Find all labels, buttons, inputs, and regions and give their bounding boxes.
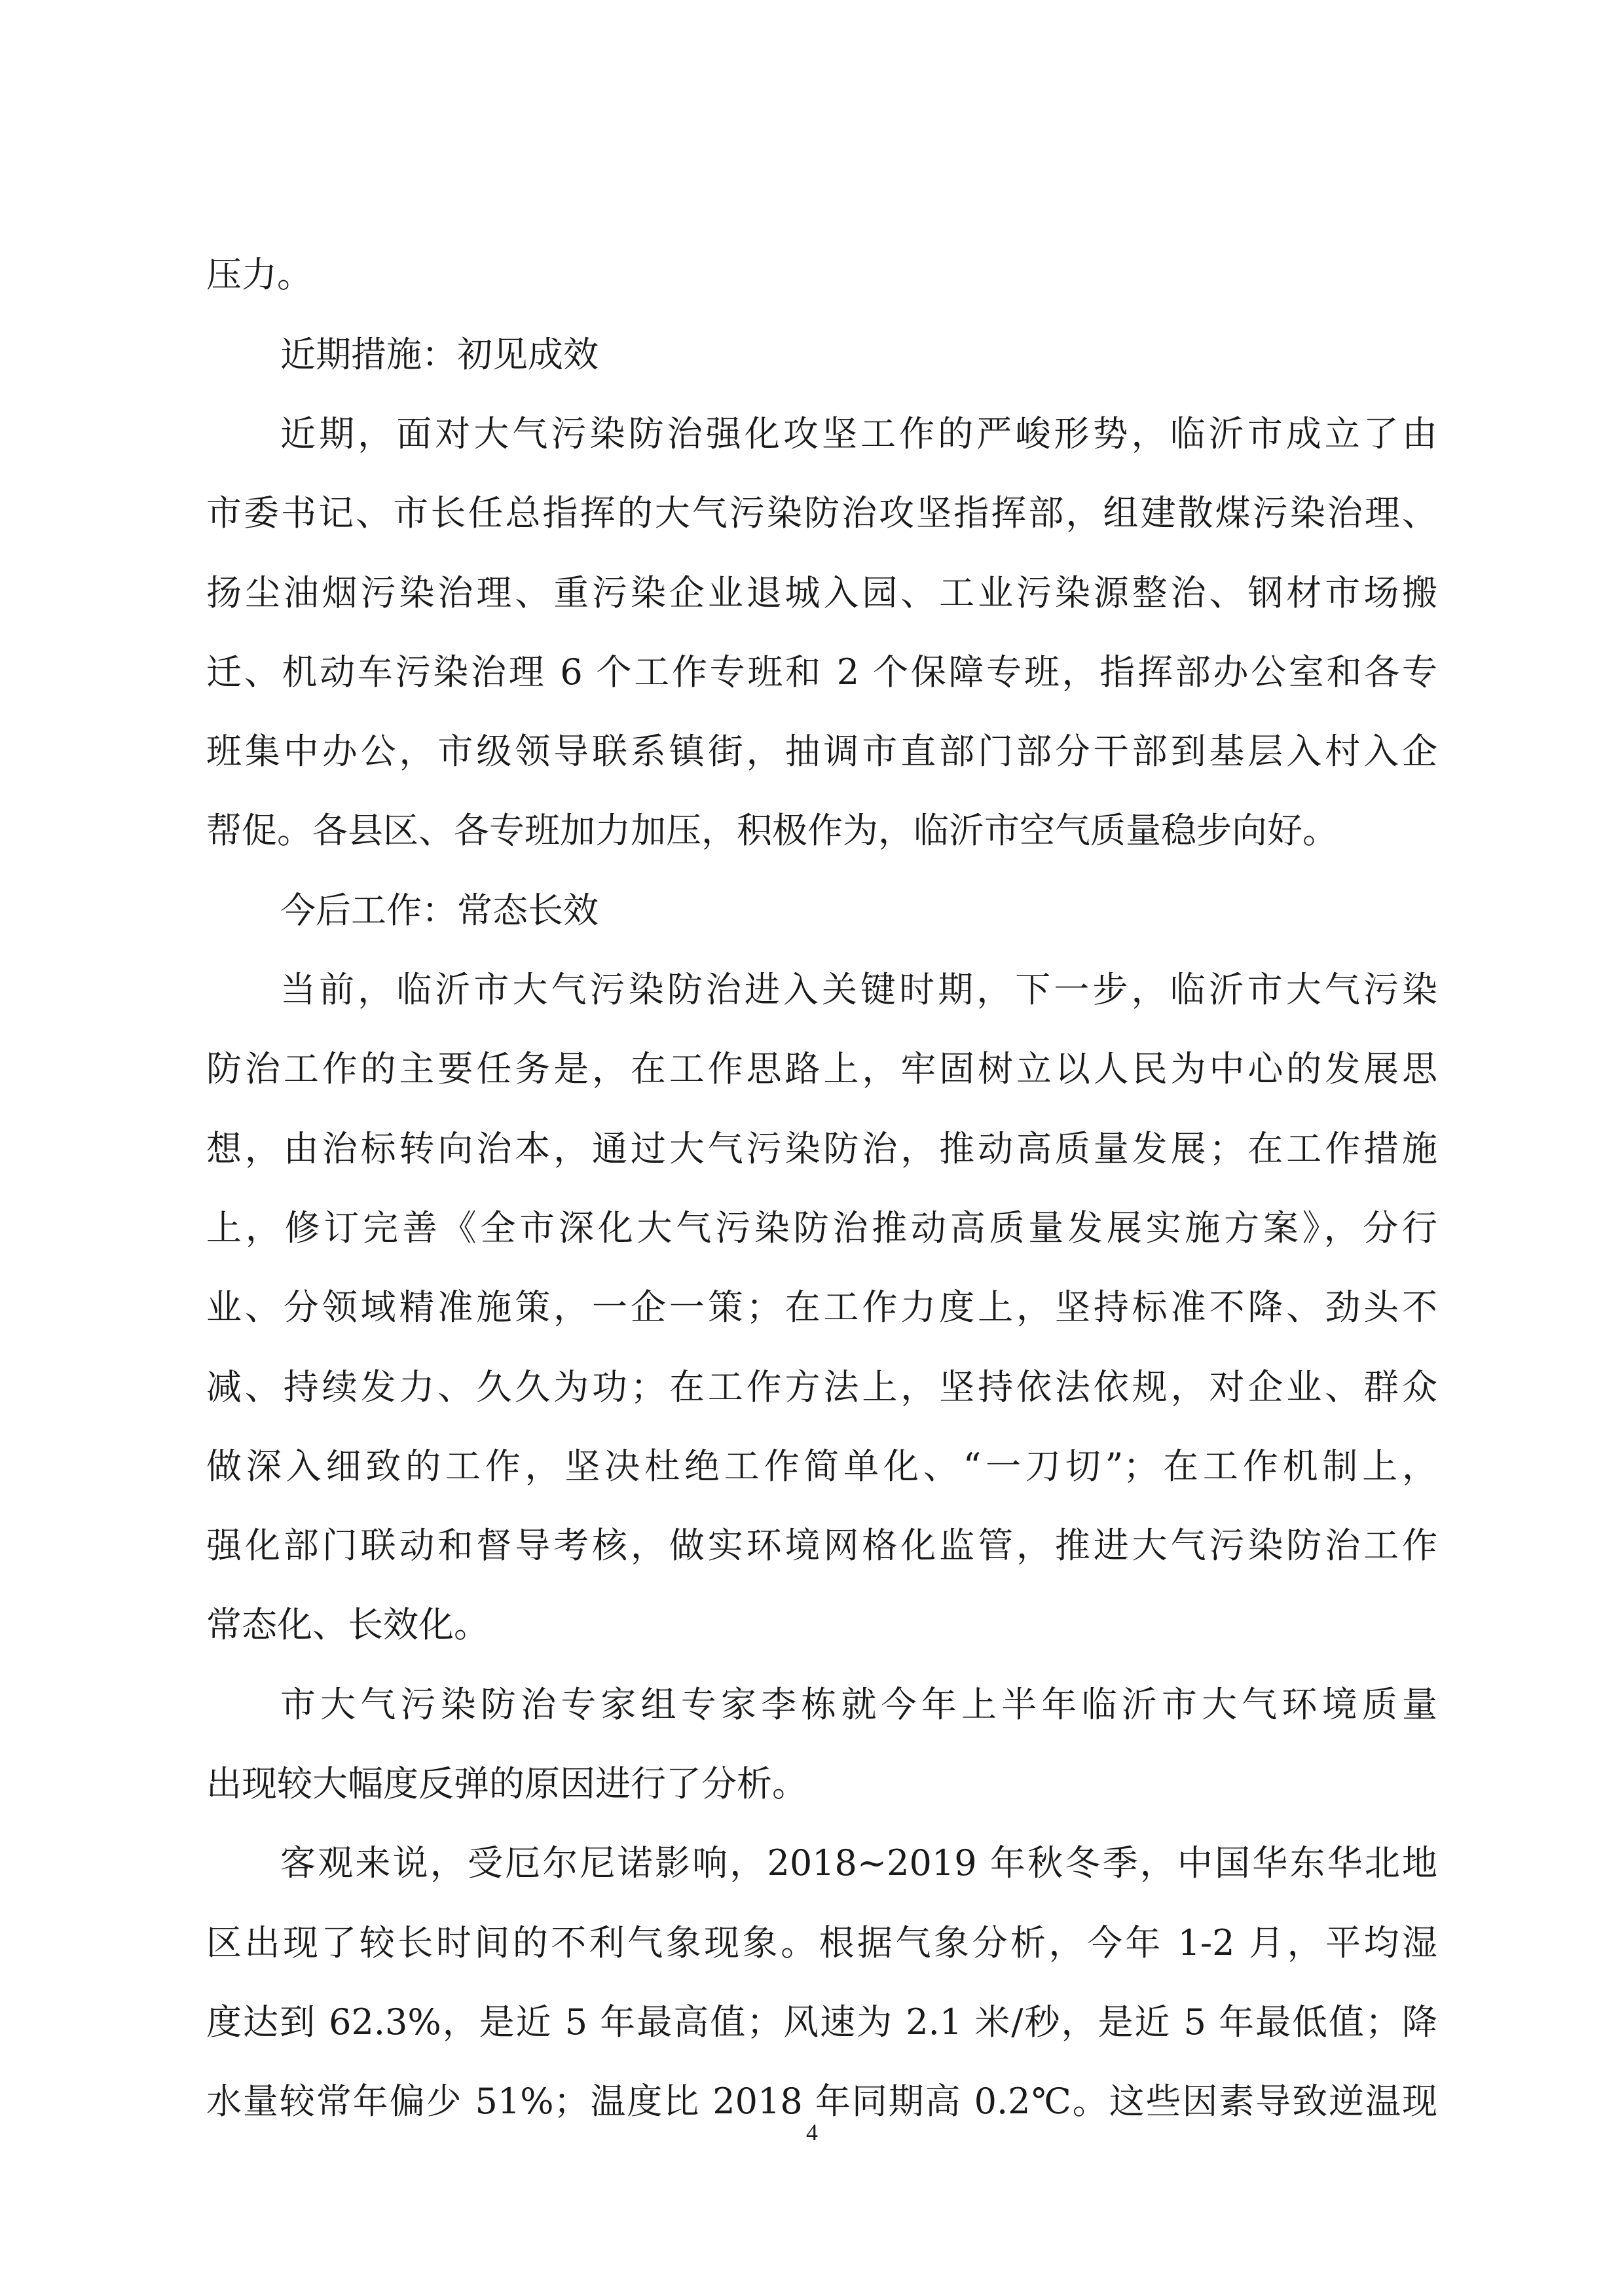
body-text-line: 市委书记、市长任总指挥的大气污染防治攻坚指挥部，组建散煤污染治理、 [206,492,1437,534]
body-text-line: 近期，面对大气污染防治强化攻坚工作的严峻形势，临沂市成立了由 [280,413,1437,454]
body-text-line: 强化部门联动和督导考核，做实环境网格化监管，推进大气污染防治工作 [206,1525,1437,1566]
body-text-line: 业、分领域精准施策，一企一策；在工作力度上，坚持标准不降、劲头不 [206,1286,1437,1328]
body-text-line: 水量较常年偏少 51%；温度比 2018 年同期高 0.2℃。这些因素导致逆温现 [206,2081,1437,2122]
body-text-line: 压力。 [206,254,312,295]
body-text-line: 市大气污染防治专家组专家李栋就今年上半年临沂市大气环境质量 [280,1684,1437,1725]
body-text-line: 常态化、长效化。 [206,1604,489,1645]
body-text-line: 减、持续发力、久久为功；在工作方法上，坚持依法依规，对企业、群众 [206,1366,1437,1408]
page-number: 4 [806,2119,818,2145]
body-text-line: 防治工作的主要任务是，在工作思路上，牢固树立以人民为中心的发展思 [206,1048,1437,1089]
body-text-line: 迁、机动车污染治理 6 个工作专班和 2 个保障专班，指挥部办公室和各专 [206,651,1437,693]
body-text-line: 客观来说，受厄尔尼诺影响，2018~2019 年秋冬季，中国华东华北地 [280,1842,1437,1884]
body-text-line: 想，由治标转向治本，通过大气污染防治，推动高质量发展；在工作措施 [206,1128,1437,1169]
body-text-line: 班集中办公，市级领导联系镇街，抽调市直部门部分干部到基层入村入企 [206,731,1437,772]
body-text-line: 做深入细致的工作，坚决杜绝工作简单化、“一刀切”；在工作机制上， [206,1446,1437,1487]
body-text-line: 帮促。各县区、各专班加力加压，积极作为，临沂市空气质量稳步向好。 [206,810,1338,851]
section-heading: 近期措施：初见成效 [280,334,599,375]
body-text-line: 度达到 62.3%，是近 5 年最高值；风速为 2.1 米/秒，是近 5 年最低值；降 [206,2001,1437,2043]
body-text-line: 上，修订完善《全市深化大气污染防治推动高质量发展实施方案》，分行 [206,1207,1437,1248]
body-text-line: 区出现了较长时间的不利气象现象。根据气象分析，今年 1-2 月，平均湿 [206,1922,1437,1963]
body-text-line: 扬尘油烟污染治理、重污染企业退城入园、工业污染源整治、钢材市场搬 [206,572,1437,613]
body-text-line: 出现较大幅度反弹的原因进行了分析。 [206,1763,807,1804]
body-text-line: 当前，临沂市大气污染防治进入关键时期，下一步，临沂市大气污染 [280,969,1437,1010]
section-heading: 今后工作：常态长效 [280,890,599,931]
